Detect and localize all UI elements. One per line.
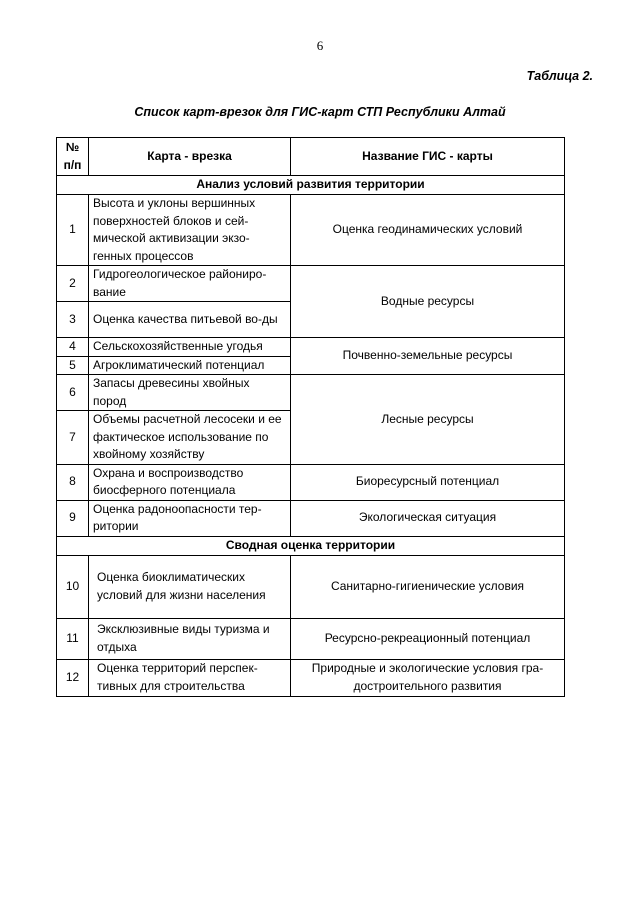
row-gis: Природные и экологические условия гра-достроительного развития [291,659,565,696]
row-map: Высота и уклоны вершинных поверхностей блоков и сей-мической активизации экзо-генных процессов [89,195,291,266]
table-row [57,500,565,536]
section-row [57,176,565,195]
row-map: Объемы расчетной лесосеки и ее фактическое использование по хвойному хозяйству [89,411,291,465]
table-row [57,659,565,696]
row-map: Оценка качества питьевой во-ды [89,302,291,338]
row-number: 10 [57,555,89,618]
section-title: Сводная оценка территории [57,536,565,555]
header-num: № п/п [57,138,89,176]
table-caption: Список карт-врезок для ГИС-карт СТП Республики Алтай [134,105,506,119]
table-row [57,618,565,659]
row-map: Гидрогеологическое райониро-вание [89,266,291,302]
table-label: Таблица 2. [526,69,593,83]
table-container [56,137,564,697]
header-gis: Название ГИС - карты [291,138,565,176]
row-gis: Оценка геодинамических условий [291,195,565,266]
section-row [57,536,565,555]
row-map: Оценка радоноопасности тер-ритории [89,500,291,536]
row-gis: Биоресурсный потенциал [291,464,565,500]
row-number: 5 [57,356,89,375]
header-row [57,138,565,176]
gis-maps-table [56,137,565,697]
row-number: 2 [57,266,89,302]
row-number: 8 [57,464,89,500]
row-number: 6 [57,375,89,411]
table-row [57,266,565,302]
row-map: Оценка территорий перспек-тивных для строительства [89,659,291,696]
row-number: 7 [57,411,89,465]
row-gis: Лесные ресурсы [291,375,565,465]
row-map: Агроклиматический потенциал [89,356,291,375]
row-gis: Ресурсно-рекреационный потенциал [291,618,565,659]
row-map: Запасы древесины хвойных пород [89,375,291,411]
row-number: 3 [57,302,89,338]
row-gis: Водные ресурсы [291,266,565,338]
row-number: 11 [57,618,89,659]
row-gis: Почвенно-земельные ресурсы [291,338,565,375]
page-number: 6 [316,38,324,53]
row-map: Охрана и воспроизводство биосферного потенциала [89,464,291,500]
row-number: 4 [57,338,89,357]
table-row [57,555,565,618]
table-row [57,464,565,500]
row-map: Эксклюзивные виды туризма и отдыха [89,618,291,659]
table-row [57,375,565,411]
row-gis: Санитарно-гигиенические условия [291,555,565,618]
row-map: Сельскохозяйственные угодья [89,338,291,357]
row-gis: Экологическая ситуация [291,500,565,536]
row-number: 9 [57,500,89,536]
row-number: 12 [57,659,89,696]
row-number: 1 [57,195,89,266]
header-map: Карта - врезка [89,138,291,176]
table-row [57,195,565,266]
section-title: Анализ условий развития территории [57,176,565,195]
row-map: Оценка биоклиматических условий для жизни населения [89,555,291,618]
table-row [57,338,565,357]
